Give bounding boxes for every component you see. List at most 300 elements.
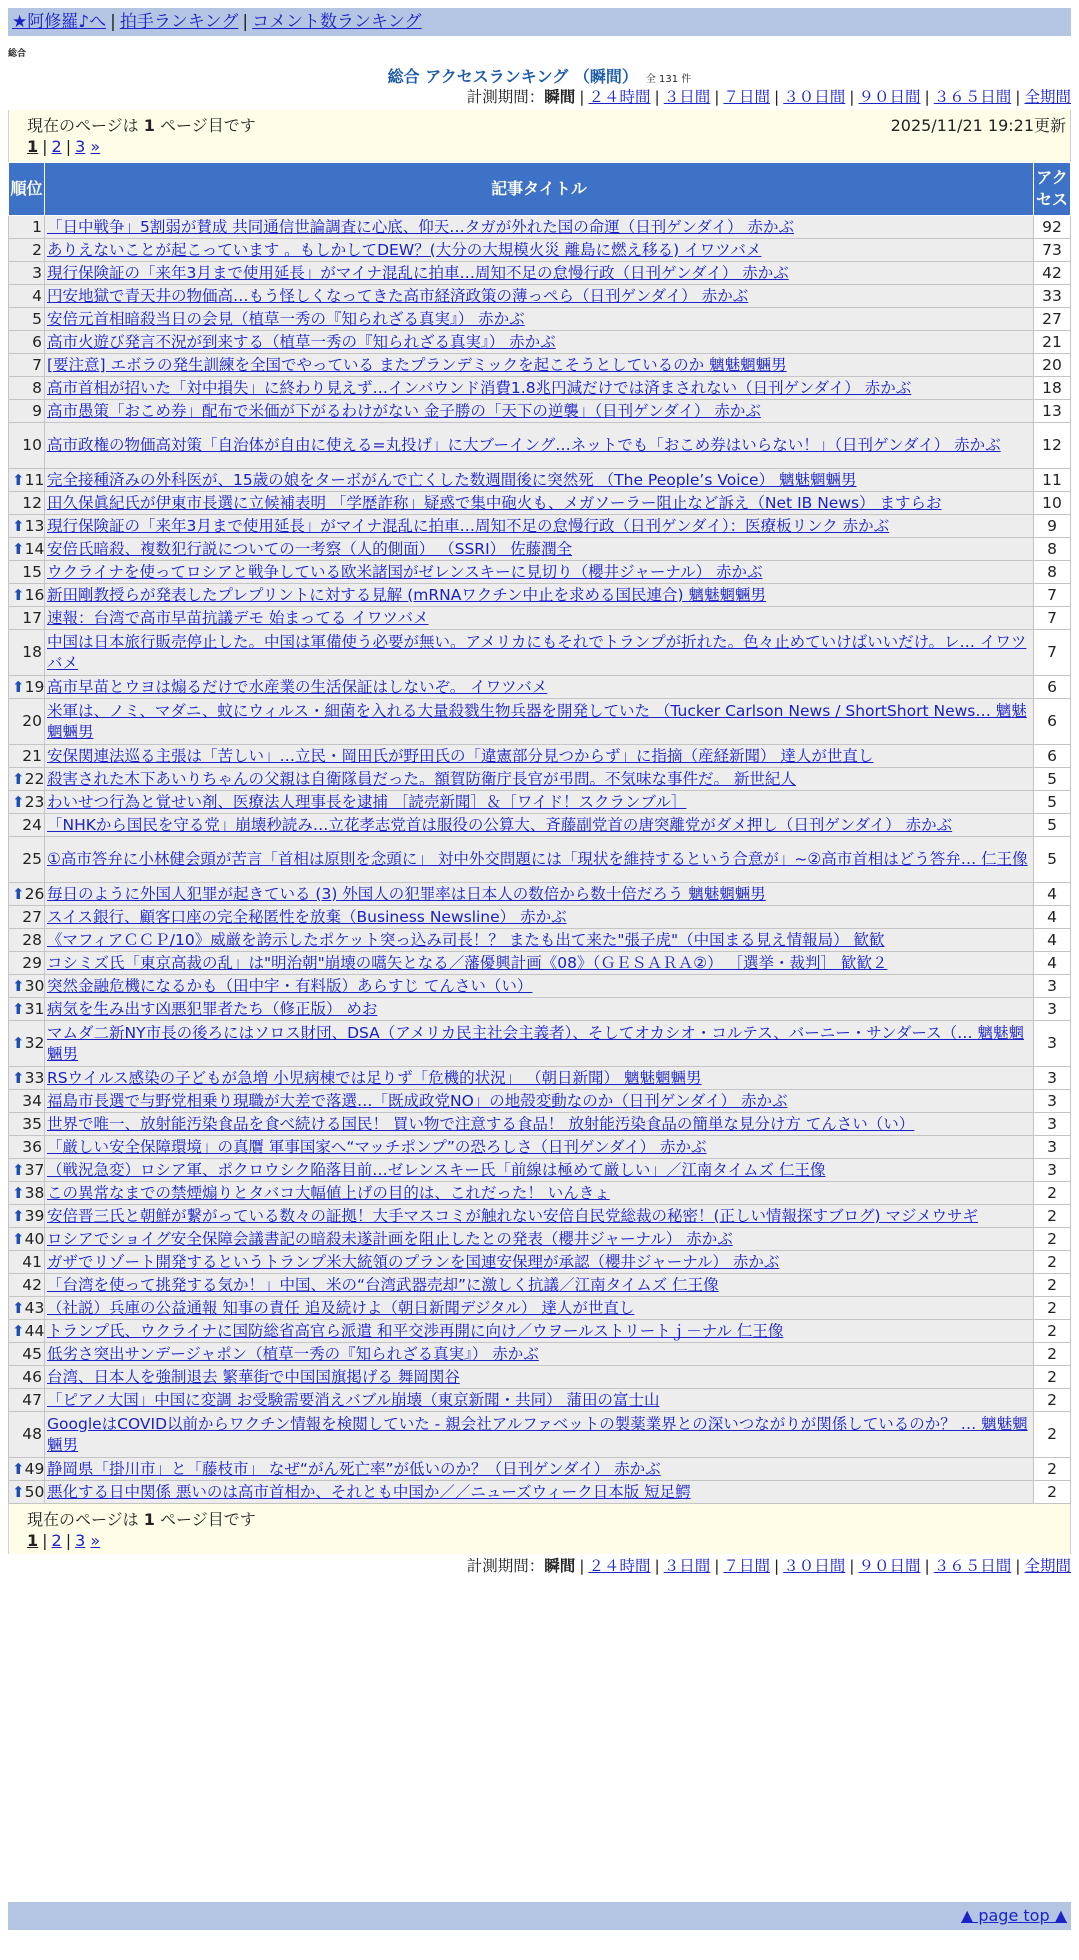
access-count: 2 — [1034, 1458, 1071, 1481]
access-count: 3 — [1034, 1136, 1071, 1159]
article-link[interactable]: ガザでリゾート開発するというトランプ米大統領のプランを国連安保理が承認（櫻井ジャーナル） 赤かぶ — [47, 1252, 780, 1271]
rank-number: 10 — [22, 436, 42, 454]
rank-cell — [9, 814, 45, 837]
article-link[interactable]: ありえないことが起こっています 。もしかしてDEW？(大分の大規模火災 離島に燃え移る) イワツバメ — [47, 240, 762, 259]
rank-number: 8 — [32, 378, 42, 397]
rank-up-arrow-icon: ⬆ — [12, 1183, 25, 1202]
access-count: 2 — [1034, 1182, 1071, 1205]
table-row — [9, 469, 1071, 492]
access-count: 3 — [1034, 1021, 1071, 1067]
title-cell — [45, 1182, 1034, 1205]
pager-separator: | — [65, 1531, 72, 1550]
rank-cell — [9, 331, 45, 354]
rank-number: 44 — [24, 1321, 45, 1340]
rank-cell — [9, 1067, 45, 1090]
access-count: 9 — [1034, 515, 1071, 538]
rank-up-arrow-icon: ⬆ — [12, 1298, 25, 1317]
rank-up-arrow-icon: ⬆ — [12, 1482, 25, 1501]
article-link[interactable]: 「ピアノ大国」中国に変調 お受験需要消えバブル崩壊（東京新聞・共同） 蒲田の富士山 — [47, 1390, 660, 1409]
table-row — [9, 883, 1071, 906]
table-row — [9, 791, 1071, 814]
rank-number: 9 — [32, 401, 42, 420]
rank-number: 35 — [22, 1114, 42, 1133]
access-count: 33 — [1034, 285, 1071, 308]
rank-cell — [9, 1412, 45, 1458]
access-count: 10 — [1034, 492, 1071, 515]
article-link[interactable]: 完全接種済みの外科医が、15歳の娘をターボがんで亡くした数週間後に突然死 （The People’s Voice） 魑魅魍魎男 — [47, 470, 857, 489]
rank-cell — [9, 285, 45, 308]
article-link[interactable]: 悪化する日中関係 悪いのは高市首相か、それとも中国か／／ニューズウィーク日本版 短足鰐 — [47, 1482, 691, 1501]
rank-cell — [9, 584, 45, 607]
rank-up-arrow-icon: ⬆ — [12, 539, 25, 558]
article-link[interactable]: 高市早苗とウヨは煽るだけで水産業の生活保証はしないぞ。 イワツバメ — [47, 677, 548, 696]
access-count: 3 — [1034, 975, 1071, 998]
rank-number: 40 — [24, 1229, 45, 1248]
rank-cell — [9, 538, 45, 561]
article-link[interactable]: [要注意] エボラの発生訓練を全国でやっている またプランデミックを起こそうとしているのか 魑魅魍魎男 — [47, 355, 787, 374]
rank-number: 31 — [24, 999, 45, 1018]
title-cell — [45, 952, 1034, 975]
access-count: 5 — [1034, 814, 1071, 837]
top-period-option-6[interactable]: ３６５日間 — [933, 88, 1012, 106]
article-link[interactable]: 福島市長選で与野党相乗り現職が大差で落選…「既成政党NO」の地殻変動なのか（日刊ゲンダイ） 赤かぶ — [47, 1091, 788, 1110]
rank-number: 34 — [22, 1091, 42, 1110]
title-cell — [45, 699, 1034, 745]
rank-cell — [9, 561, 45, 584]
rank-number: 46 — [22, 1367, 42, 1386]
article-link[interactable]: 新田剛教授らが発表したプレプリントに対する見解 (mRNAワクチン中止を求める国民連合) 魑魅魍魎男 — [47, 585, 767, 604]
rank-cell — [9, 1090, 45, 1113]
top-nav-bar — [8, 8, 1071, 36]
title-cell — [45, 331, 1034, 354]
pagination-top — [27, 137, 100, 156]
article-link[interactable]: 静岡県「掛川市」と「藤枝市」 なぜ“がん死亡率”が低いのか？（日刊ゲンダイ） 赤かぶ — [47, 1459, 661, 1478]
table-row — [9, 1274, 1071, 1297]
article-link[interactable]: 世界で唯一、放射能汚染食品を食べ続ける国民！ 買い物で注意する食品！ 放射能汚染食品の簡単な見分け方 てんさい（い） — [47, 1114, 915, 1133]
title-cell — [45, 975, 1034, 998]
table-row — [9, 998, 1071, 1021]
article-link[interactable]: 現行保険証の「来年3月まで使用延長」がマイナ混乱に拍車…周知不足の怠慢行政（日刊ゲンダイ） 赤かぶ — [47, 263, 789, 282]
category-label: 総合 — [8, 49, 27, 59]
rank-number: 17 — [22, 608, 42, 627]
rank-number: 14 — [24, 539, 45, 558]
title-cell — [45, 377, 1034, 400]
table-row — [9, 1366, 1071, 1389]
article-link[interactable]: 安倍晋三氏と朝鮮が繋がっている数々の証拠！大手マスコミが触れない安倍自民党総裁の秘密！(正しい情報探すブログ) マジメウサギ — [47, 1206, 979, 1225]
period-separator: | — [849, 88, 855, 106]
rank-number: 18 — [22, 643, 42, 661]
rank-up-arrow-icon: ⬆ — [12, 1034, 25, 1052]
access-count: 5 — [1034, 837, 1071, 883]
period-label: 計測期間： — [466, 1557, 545, 1575]
title-cell — [45, 814, 1034, 837]
ranking-table-body — [9, 216, 1071, 1504]
access-count: 7 — [1034, 584, 1071, 607]
rank-cell — [9, 1320, 45, 1343]
rank-number: 50 — [24, 1482, 45, 1501]
article-link[interactable]: （社説）兵庫の公益通報 知事の責任 追及続けよ（朝日新聞デジタル） 達人が世直し — [47, 1298, 635, 1317]
article-link[interactable]: 「台湾を使って挑発する気か！」中国、米の“台湾武器売却”に激しく抗議／江南タイムズ 仁王像 — [47, 1275, 719, 1294]
table-row — [9, 1021, 1071, 1067]
rank-cell — [9, 308, 45, 331]
rank-up-arrow-icon: ⬆ — [12, 1229, 25, 1248]
rank-cell — [9, 469, 45, 492]
rank-up-arrow-icon: ⬆ — [12, 1321, 25, 1340]
table-row — [9, 906, 1071, 929]
table-row — [9, 814, 1071, 837]
table-row — [9, 377, 1071, 400]
article-link[interactable]: 円安地獄で青天井の物価高…もう怪しくなってきた高市経済政策の薄っぺら（日刊ゲンダイ） 赤かぶ — [47, 286, 749, 305]
access-count: 2 — [1034, 1205, 1071, 1228]
title-cell — [45, 400, 1034, 423]
rank-up-arrow-icon: ⬆ — [12, 999, 25, 1018]
rank-number: 23 — [24, 792, 45, 811]
bottom-period-option-3[interactable]: ７日間 — [723, 1557, 770, 1575]
title-cell — [45, 1343, 1034, 1366]
page-title: 総合 アクセスランキング （瞬間） — [387, 67, 638, 86]
table-row — [9, 561, 1071, 584]
rank-cell — [9, 630, 45, 676]
rank-cell — [9, 883, 45, 906]
table-row — [9, 423, 1071, 469]
access-count: 2 — [1034, 1343, 1071, 1366]
access-count: 8 — [1034, 538, 1071, 561]
top-page-2-link[interactable]: 2 — [51, 137, 62, 156]
top-period-option-1[interactable]: ２４時間 — [588, 88, 651, 106]
top-period-option-5[interactable]: ９０日間 — [858, 88, 921, 106]
rank-number: 29 — [22, 953, 42, 972]
title-cell — [45, 216, 1034, 239]
rank-cell — [9, 906, 45, 929]
rank-number: 16 — [24, 585, 45, 604]
table-row — [9, 1343, 1071, 1366]
footer-bar — [8, 1902, 1071, 1930]
rank-number: 30 — [24, 976, 45, 995]
article-link[interactable]: コシミズ氏「東京高裁の乱」は"明治朝"崩壊の嚆矢となる／藩優興計画《08》（ＧＥＳＡＲＡ②） ［選挙・裁判］ 歓歓２ — [47, 953, 888, 972]
bottom-period-option-7[interactable]: 全期間 — [1024, 1557, 1071, 1575]
rank-number: 26 — [24, 884, 45, 903]
rank-cell — [9, 699, 45, 745]
article-link[interactable]: RSウイルス感染の子どもが急増 小児病棟では足りず「危機的状況」 （朝日新聞） 魑魅魍魎男 — [47, 1068, 702, 1087]
title-column-header: 記事タイトル — [45, 163, 1034, 216]
title-cell — [45, 584, 1034, 607]
rank-cell — [9, 1159, 45, 1182]
table-row — [9, 1205, 1071, 1228]
rank-cell — [9, 745, 45, 768]
access-count: 12 — [1034, 423, 1071, 469]
access-count: 2 — [1034, 1297, 1071, 1320]
article-link[interactable]: スイス銀行、顧客口座の完全秘匿性を放棄（Business Newsline） 赤かぶ — [47, 907, 567, 926]
article-link[interactable]: 「NHKから国民を守る党」崩壊秒読み…立花孝志党首は服役の公算大、斉藤副党首の唐突離党がダメ押し（日刊ゲンダイ） 赤かぶ — [47, 815, 953, 834]
title-cell — [45, 1136, 1034, 1159]
rank-cell — [9, 1389, 45, 1412]
bottom-page-2-link[interactable]: 2 — [51, 1531, 62, 1550]
rank-cell — [9, 216, 45, 239]
period-separator: | — [774, 1557, 780, 1575]
rank-cell — [9, 1274, 45, 1297]
table-row — [9, 1090, 1071, 1113]
title-cell — [45, 998, 1034, 1021]
rank-up-arrow-icon: ⬆ — [12, 585, 25, 604]
article-link[interactable]: ①高市答弁に小林健会頭が苦言「首相は原則を念頭に」 対中外交問題には「現状を維持するという合意が」~②高市首相はどう答弁… 仁王像 — [47, 850, 1028, 868]
rank-number: 1 — [32, 217, 42, 236]
article-link[interactable]: 田久保眞紀氏が伊東市長選に立候補表明 「学歴詐称」疑惑で集中砲火も、メガソーラー阻止など訴え（Net IB News） ますらお — [47, 493, 942, 512]
title-cell — [45, 1021, 1034, 1067]
table-row — [9, 400, 1071, 423]
table-row — [9, 262, 1071, 285]
rank-cell — [9, 1366, 45, 1389]
rank-number: 19 — [24, 677, 45, 696]
rank-cell — [9, 1021, 45, 1067]
article-link[interactable]: 現行保険証の「来年3月まで使用延長」がマイナ混乱に拍車…周知不足の怠慢行政（日刊ゲンダイ）：医療板リンク 赤かぶ — [47, 516, 890, 535]
title-cell — [45, 469, 1034, 492]
rank-number: 39 — [24, 1206, 45, 1225]
article-link[interactable]: 突然金融危機になるかも（田中宇・有料版）あらすじ てんさい（い） — [47, 976, 533, 995]
rank-up-arrow-icon: ⬆ — [12, 1160, 25, 1179]
bottom-period-option-2[interactable]: ３日間 — [663, 1557, 711, 1575]
title-cell — [45, 538, 1034, 561]
bottom-period-option-1[interactable]: ２４時間 — [588, 1557, 651, 1575]
rank-cell — [9, 239, 45, 262]
title-cell — [45, 1090, 1034, 1113]
article-link[interactable]: 高市首相が招いた「対中損失」に終わり見えず…インバウンド消費1.8兆円減だけでは済まされない（日刊ゲンダイ） 赤かぶ — [47, 378, 912, 397]
period-label: 計測期間： — [466, 88, 545, 106]
rank-number: 33 — [24, 1068, 45, 1087]
rank-number: 22 — [24, 769, 45, 788]
rank-up-arrow-icon: ⬆ — [12, 884, 25, 903]
rank-cell — [9, 975, 45, 998]
rank-column-header: 順位 — [9, 163, 45, 216]
access-count: 20 — [1034, 354, 1071, 377]
title-cell — [45, 1067, 1034, 1090]
access-count: 6 — [1034, 676, 1071, 699]
table-row — [9, 952, 1071, 975]
nav-clap-ranking-link[interactable]: 拍手ランキング — [119, 12, 239, 32]
access-count: 3 — [1034, 1090, 1071, 1113]
access-count: 3 — [1034, 1067, 1071, 1090]
table-row — [9, 331, 1071, 354]
title-cell — [45, 492, 1034, 515]
access-count: 8 — [1034, 561, 1071, 584]
total-count: 全 131 件 — [645, 74, 692, 85]
article-link[interactable]: 殺害された木下あいりちゃんの父親は自衛隊員だった。額賀防衛庁長官が弔問。不気味な事件だ。 新世紀人 — [47, 769, 796, 788]
rank-cell — [9, 929, 45, 952]
table-row — [9, 515, 1071, 538]
article-link[interactable]: トランプ氏、ウクライナに国防総省高官ら派遣 和平交渉再開に向け／ウヲールストリートｊ－ナル 仁王像 — [47, 1321, 784, 1340]
rank-up-arrow-icon: ⬆ — [12, 516, 25, 535]
table-row — [9, 699, 1071, 745]
article-link[interactable]: 米軍は、ノミ、マダニ、蚊にウィルス・細菌を入れる大量殺戮生物兵器を開発していた （Tucker Carlson News / ShortShort News… 魑魅魍魎男 — [47, 701, 1027, 741]
bottom-period-option-5[interactable]: ９０日間 — [858, 1557, 921, 1575]
title-cell — [45, 1320, 1034, 1343]
article-link[interactable]: 「日中戦争」5割弱が賛成 共同通信世論調査に心底、仰天…タガが外れた国の命運（日刊ゲンダイ） 赤かぶ — [47, 217, 794, 236]
rank-up-arrow-icon: ⬆ — [12, 792, 25, 811]
nav-separator: | — [242, 12, 249, 32]
article-link[interactable]: 「厳しい安全保障環境」の真贋 軍事国家へ“マッチポンプ”の恐ろしさ（日刊ゲンダイ） 赤かぶ — [47, 1137, 707, 1156]
table-row — [9, 308, 1071, 331]
rank-cell — [9, 952, 45, 975]
access-count: 5 — [1034, 768, 1071, 791]
table-row — [9, 1389, 1071, 1412]
access-count: 2 — [1034, 1412, 1071, 1458]
top-page-3-link[interactable]: 3 — [75, 137, 86, 156]
title-cell — [45, 745, 1034, 768]
access-count: 3 — [1034, 998, 1071, 1021]
title-cell — [45, 1389, 1034, 1412]
table-row — [9, 1067, 1071, 1090]
bottom-period-option-4[interactable]: ３０日間 — [783, 1557, 846, 1575]
rank-cell — [9, 1136, 45, 1159]
rank-up-arrow-icon: ⬆ — [12, 769, 25, 788]
bottom-period-option-6[interactable]: ３６５日間 — [933, 1557, 1012, 1575]
access-count: 6 — [1034, 699, 1071, 745]
title-cell — [45, 423, 1034, 469]
table-row — [9, 837, 1071, 883]
rank-cell — [9, 492, 45, 515]
page-info: 現在のページは 1 ページ目です — [27, 116, 256, 135]
access-count: 3 — [1034, 1159, 1071, 1182]
rank-number: 27 — [22, 907, 42, 926]
rank-up-arrow-icon: ⬆ — [12, 976, 25, 995]
article-link[interactable]: 高市愚策「おこめ券」配布で米価が下がるわけがない 金子勝の「天下の逆襲」（日刊ゲンダイ） 赤かぶ — [47, 401, 761, 420]
page-top-link[interactable]: ▲ page top ▲ — [960, 1906, 1067, 1925]
access-count: 4 — [1034, 906, 1071, 929]
title-cell — [45, 607, 1034, 630]
table-row — [9, 1320, 1071, 1343]
rank-cell — [9, 1251, 45, 1274]
title-cell — [45, 1297, 1034, 1320]
article-link[interactable]: この異常なまでの禁煙煽りとタバコ大幅値上げの目的は、これだった！ いんきょ — [47, 1183, 610, 1202]
rank-up-arrow-icon: ⬆ — [12, 1206, 25, 1225]
top-period-option-7[interactable]: 全期間 — [1024, 88, 1071, 106]
rank-cell — [9, 1113, 45, 1136]
rank-number: 43 — [24, 1298, 45, 1317]
top-period-option-4[interactable]: ３０日間 — [783, 88, 846, 106]
article-link[interactable]: 速報：台湾で高市早苗抗議デモ 始まってる イワツバメ — [47, 608, 429, 627]
rank-number: 15 — [22, 562, 42, 581]
article-link[interactable]: 台湾、日本人を強制退去 繁華街で中国国旗掲げる 舞岡関谷 — [47, 1367, 460, 1386]
bottom-page-3-link[interactable]: 3 — [75, 1531, 86, 1550]
top-period-option-2[interactable]: ３日間 — [663, 88, 711, 106]
access-count: 13 — [1034, 400, 1071, 423]
rank-number: 11 — [24, 470, 45, 489]
top-period-option-3[interactable]: ７日間 — [723, 88, 770, 106]
article-link[interactable]: 《マフィアＣＣＰ/10》威厳を誇示したポケット突っ込み司長！？ またも出て来た"張子虎"（中国まる見え情報局） 歓歓 — [47, 930, 885, 949]
rank-cell — [9, 1481, 45, 1504]
access-count: 2 — [1034, 1320, 1071, 1343]
table-row — [9, 538, 1071, 561]
article-link[interactable]: マムダ二新NY市長の後ろにはソロス財団、DSA（アメリカ民主社会主義者）、そしてオカシオ・コルテス、バーニー・サンダース（… 魑魅魍魎男 — [47, 1023, 1025, 1063]
period-separator: | — [579, 1557, 585, 1575]
rank-number: 45 — [22, 1344, 42, 1363]
nav-home-link[interactable]: ★阿修羅♪へ — [12, 12, 107, 32]
table-header-row — [9, 163, 1071, 216]
rank-cell — [9, 262, 45, 285]
table-row — [9, 216, 1071, 239]
rank-number: 13 — [24, 516, 45, 535]
rank-number: 41 — [22, 1252, 42, 1271]
access-count: 4 — [1034, 883, 1071, 906]
article-link[interactable]: ロシアでショイグ安全保障会議書記の暗殺未遂計画を阻止したとの発表（櫻井ジャーナル） 赤かぶ — [47, 1229, 733, 1248]
title-cell — [45, 768, 1034, 791]
title-cell — [45, 1113, 1034, 1136]
rank-up-arrow-icon: ⬆ — [12, 1068, 25, 1087]
access-count: 6 — [1034, 745, 1071, 768]
rank-number: 6 — [32, 332, 42, 351]
rank-number: 32 — [24, 1034, 45, 1052]
table-row — [9, 1159, 1071, 1182]
article-link[interactable]: （戦況急変）ロシア軍、ポクロウシク陥落目前…ゼレンスキー氏「前線は極めて厳しい」／江南タイムズ 仁王像 — [47, 1160, 826, 1179]
rank-number: 38 — [24, 1183, 45, 1202]
table-row — [9, 1458, 1071, 1481]
table-row — [9, 929, 1071, 952]
nav-comment-ranking-link[interactable]: コメント数ランキング — [252, 12, 422, 32]
access-count: 42 — [1034, 262, 1071, 285]
rank-cell — [9, 1205, 45, 1228]
bottom-next-page-link[interactable]: » — [90, 1531, 101, 1550]
article-link[interactable]: わいせつ行為と覚せい剤、医療法人理事長を逮捕 ［読売新聞］＆［ワイド！スクランブル］ — [47, 792, 687, 811]
rank-cell — [9, 423, 45, 469]
ranking-table — [8, 162, 1071, 1504]
table-row — [9, 1251, 1071, 1274]
period-separator: | — [714, 88, 720, 106]
article-link[interactable]: 病気を生み出す凶悪犯罪者たち（修正版） めお — [47, 999, 378, 1018]
page-info-box-top — [8, 110, 1071, 162]
title-cell — [45, 1412, 1034, 1458]
title-cell — [45, 1159, 1034, 1182]
nav-separator: | — [110, 12, 116, 32]
access-count: 2 — [1034, 1481, 1071, 1504]
pagination-bottom — [27, 1531, 100, 1550]
access-count: 5 — [1034, 791, 1071, 814]
article-link[interactable]: 安倍元首相暗殺当日の会見（植草一秀の『知られざる真実』） 赤かぶ — [47, 309, 525, 328]
article-link[interactable]: 安保関連法巡る主張は「苦しい」…立民・岡田氏が野田氏の「違憲部分見つからず」に指摘（産経新聞） 達人が世直し — [47, 746, 874, 765]
title-cell — [45, 1274, 1034, 1297]
rank-number: 42 — [22, 1275, 42, 1294]
title-cell — [45, 791, 1034, 814]
article-link[interactable]: GoogleはCOVID以前からワクチン情報を検閲していた - 親会社アルファベットの製薬業界との深いつながりが関係しているのか？ … 魑魅魍魎男 — [47, 1414, 1028, 1454]
rank-cell — [9, 998, 45, 1021]
rank-up-arrow-icon: ⬆ — [12, 677, 25, 696]
access-count: 18 — [1034, 377, 1071, 400]
access-count: 11 — [1034, 469, 1071, 492]
table-row — [9, 492, 1071, 515]
article-link[interactable]: 中国は日本旅行販売停止した。中国は軍備使う必要が無い。アメリカにもそれでトランプが折れた。色々止めていけばいいだけ。レ… イワツバメ — [47, 632, 1027, 672]
title-cell — [45, 630, 1034, 676]
rank-cell — [9, 1228, 45, 1251]
access-column-header: アクセス — [1034, 163, 1071, 216]
page-info-box-bottom — [8, 1504, 1071, 1554]
title-cell — [45, 1481, 1034, 1504]
access-count: 3 — [1034, 1113, 1071, 1136]
article-link[interactable]: 低劣さ突出サンデージャポン（植草一秀の『知られざる真実』） 赤かぶ — [47, 1344, 539, 1363]
top-next-page-link[interactable]: » — [90, 137, 101, 156]
updated-timestamp: 2025/11/21 19:21更新 — [890, 116, 1066, 135]
article-link[interactable]: 安倍氏暗殺、複数犯行説についての一考察（人的側面） （SSRI） 佐藤潤全 — [47, 539, 573, 558]
title-cell — [45, 883, 1034, 906]
table-row — [9, 1481, 1071, 1504]
title-cell — [45, 676, 1034, 699]
article-link[interactable]: ウクライナを使ってロシアと戦争している欧米諸国がゼレンスキーに見切り（櫻井ジャーナル） 赤かぶ — [47, 562, 763, 581]
access-count: 2 — [1034, 1228, 1071, 1251]
article-link[interactable]: 高市政権の物価高対策「自治体が自由に使える=丸投げ」に大ブーイング…ネットでも「おこめ券はいらない！」（日刊ゲンダイ） 赤かぶ — [47, 436, 1001, 454]
rank-cell — [9, 837, 45, 883]
rank-cell — [9, 354, 45, 377]
article-link[interactable]: 高市火遊び発言不況が到来する（植草一秀の『知られざる真実』） 赤かぶ — [47, 332, 556, 351]
access-count: 2 — [1034, 1389, 1071, 1412]
period-separator: | — [774, 88, 780, 106]
article-link[interactable]: 毎日のように外国人犯罪が起きている (3) 外国人の犯罪率は日本人の数倍から数十倍だろう 魑魅魍魎男 — [47, 884, 766, 903]
